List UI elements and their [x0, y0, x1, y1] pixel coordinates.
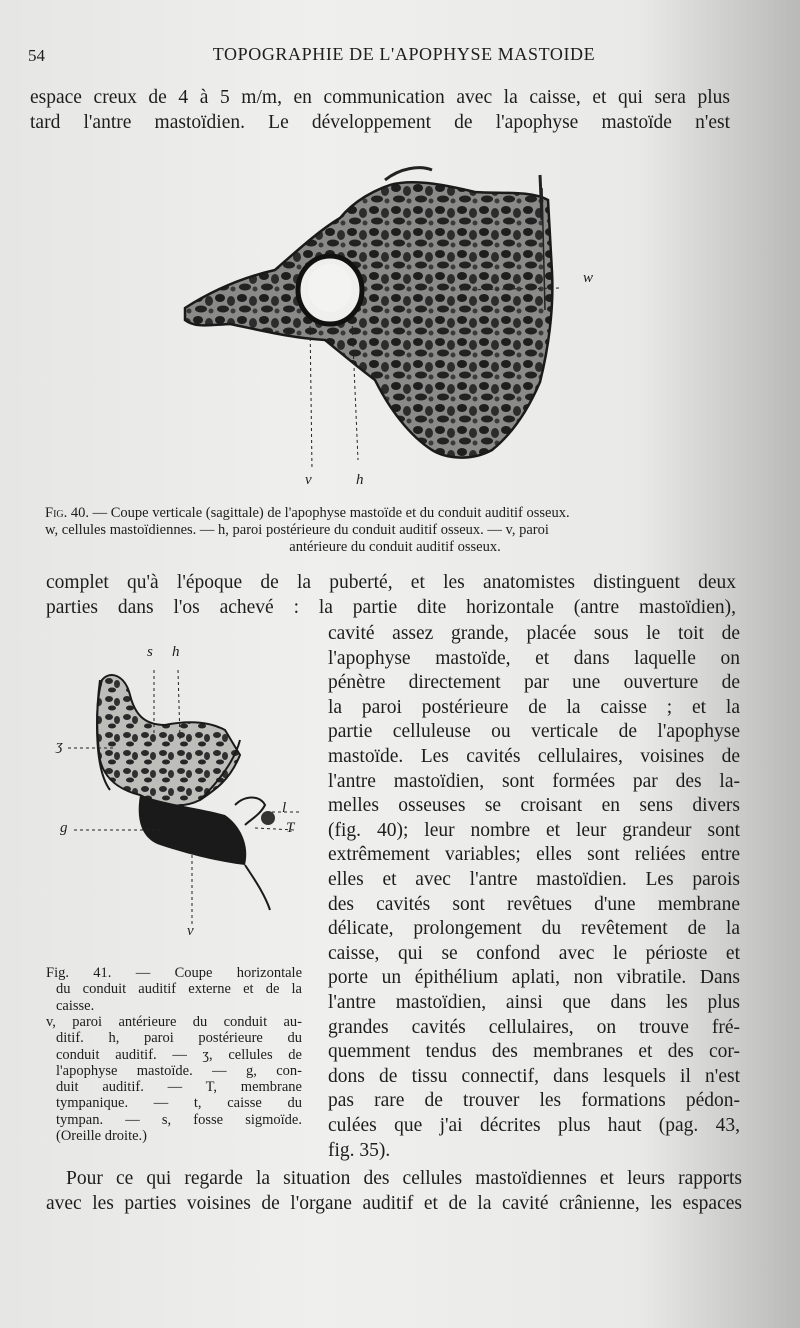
figure-40: [170, 160, 610, 495]
column-line: cavité assez grande, placée sous le toit de: [328, 623, 740, 644]
label-w: w: [583, 270, 594, 286]
page-number: 54: [28, 46, 45, 65]
column-line: fig. 35).: [328, 1139, 391, 1161]
fig40-label: Fig. 40.: [45, 505, 89, 521]
fig41-caption-line: caisse.: [56, 997, 95, 1014]
column-line: la paroi postérieure de la caisse ; et la: [328, 696, 740, 718]
figure-41-drawing: [50, 640, 310, 940]
column-line: caisse, qui se confond avec le périoste et: [328, 942, 740, 964]
fig41-caption-line: du conduit auditif externe et de la: [56, 981, 302, 998]
top-paragraph-line-1: espace creux de 4 à 5 m/m, en communication avec la caisse, et qui sera plus: [30, 87, 730, 108]
fig40-caption-line2: w, cellules mastoïdiennes. — h, paroi postérieure du conduit auditif osseux. — v, paroi: [45, 522, 549, 538]
column-line: quemment tendus des membranes et des cor-: [328, 1041, 740, 1063]
column-line: mastoïde. Les cavités cellulaires, voisines de: [328, 746, 740, 767]
label-v41: v: [187, 923, 194, 939]
fig41-caption-line: duit auditif. — T, membrane: [56, 1079, 302, 1096]
column-line: délicate, prolongement du revêtement de la: [328, 918, 740, 940]
label-v: v: [305, 472, 312, 488]
column-line: pas rare de trouver les formations pédon-: [328, 1090, 740, 1112]
column-line: l'antre mastoïdien, sont formées par des la-: [328, 770, 740, 792]
fig41-caption-line: ditif. h, paroi postérieure du: [56, 1030, 302, 1047]
top-paragraph-line-2: tard l'antre mastoïdien. Le développement de l'apophyse mastoïde n'est: [30, 112, 730, 133]
middle-paragraph-line-2: parties dans l'os achevé : la partie dite horizontale (antre mastoïdien),: [46, 597, 736, 618]
column-line: l'antre mastoïdien, ainsi que dans les plus: [328, 992, 740, 1013]
leader-v: [310, 320, 312, 470]
column-line: partie celluleuse ou verticale de l'apophyse: [328, 721, 740, 743]
column-line: des cavités sont revêtues d'une membrane: [328, 893, 740, 915]
figure-41: [50, 640, 310, 940]
label-h: h: [356, 472, 364, 488]
middle-paragraph-line-1: complet qu'à l'époque de la puberté, et les anatomistes distinguent deux: [46, 572, 736, 593]
fig41-caption-line: tympanique. — t, caisse du: [56, 1095, 302, 1112]
mastoid-bone-section: [185, 182, 552, 457]
column-line: (fig. 40); leur nombre et leur grandeur sont: [328, 819, 740, 841]
mastoid-cells-region: [97, 675, 240, 805]
fig41-caption-line: tympan. — s, fosse sigmoïde.: [56, 1111, 302, 1128]
label-z: ʒ: [56, 738, 63, 754]
label-l: l: [282, 800, 287, 816]
label-h41: h: [172, 644, 180, 660]
label-g: g: [60, 820, 68, 836]
figure-40-drawing: [170, 160, 610, 495]
column-line: porte un épithélium aplati, non vibratile. Dans: [328, 967, 740, 989]
column-line: l'apophyse mastoïde, et dans laquelle on: [328, 647, 740, 669]
column-line: pénètre directement par une ouverture de: [328, 672, 740, 694]
fig41-caption-line: Fig. 41. — Coupe horizontale: [46, 965, 302, 981]
column-line: extrêmement variables; elles sont reliées entre: [328, 844, 740, 866]
page-header: [28, 40, 780, 70]
fig40-caption-line3: antérieure du conduit auditif osseux.: [289, 539, 501, 555]
running-title: TOPOGRAPHIE DE L'APOPHYSE MASTOIDE: [212, 44, 596, 64]
bottom-paragraph-line-2: avec les parties voisines de l'organe auditif et de la cavité crânienne, les espaces: [46, 1193, 742, 1214]
column-line: grandes cavités cellulaires, on trouve fré-: [328, 1016, 740, 1038]
column-line: melles osseuses se croisant en sens divers: [328, 795, 740, 817]
column-line: dons de tissu connectif, dans lesquels il n'est: [328, 1065, 740, 1087]
fig41-caption-line: (Oreille droite.): [56, 1128, 147, 1144]
fig41-caption-line: v, paroi antérieure du conduit au-: [46, 1013, 302, 1030]
fig41-caption-line: conduit auditif. — ʒ, cellules de: [56, 1046, 302, 1063]
column-line: culées que j'ai décrites plus haut (pag. 43,: [328, 1115, 740, 1136]
fig40-caption-line1: — Coupe verticale (sagittale) de l'apophyse mastoïde et du conduit auditif osseux.: [89, 505, 570, 521]
bottom-paragraph-line-1: Pour ce qui regarde la situation des cellules mastoïdiennes et leurs rapports: [66, 1168, 742, 1189]
column-line: elles et avec l'antre mastoïdien. Les parois: [328, 869, 740, 890]
fig41-caption-line: l'apophyse mastoïde. — g, con-: [56, 1062, 302, 1079]
label-T: T: [286, 820, 295, 836]
label-s: s: [147, 644, 153, 660]
